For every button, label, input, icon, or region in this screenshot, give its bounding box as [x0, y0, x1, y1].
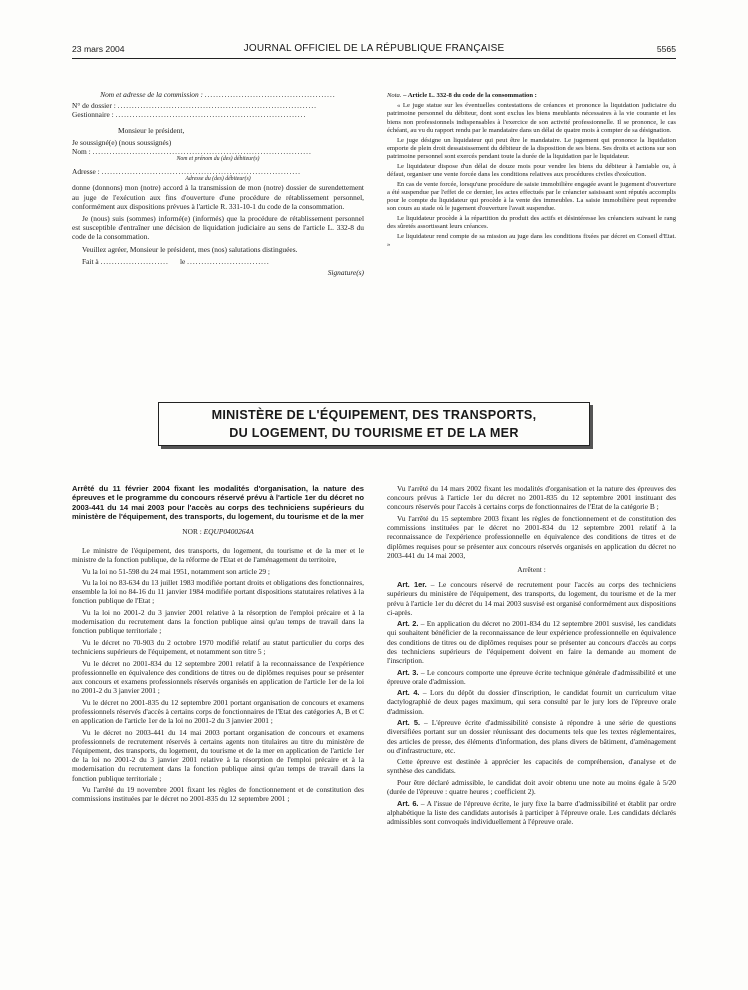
- arrete-left-column: [72, 484, 364, 806]
- nota-label: Nota.: [387, 92, 402, 99]
- article-label: Art. 4.: [397, 688, 420, 698]
- visa-paragraph: Vu l'arrêté du 15 septembre 2003 fixant les règles de fonctionnement et de constitution des commissions instituées par le décret no 2001-834 du 12 septembre 2001 relatif à la reconnaissance de l'expérience professionnelle en équivalence des conditions de titres et de diplômes requises pour se présenter aux concours réservés organisés en application du décret no 2003-441 du 14 mai 2003,: [387, 513, 676, 560]
- article-label: Art. 3.: [397, 667, 419, 677]
- article-2: [387, 619, 676, 665]
- adresse-hint: Adresse du (des) débiteur(s): [185, 176, 251, 183]
- page-number: 5565: [656, 44, 676, 54]
- article-text: – Le concours réservé de recrutement pour l'accès au corps des techniciens supérieurs du ministère de l'équipement, des transports, du logement, du tourisme et de la mer prévu à l'article 1er du décret du 14 mai 2003 susvisé est organisé conformément aux dispositions ci-après.: [387, 580, 676, 617]
- arrete-title: Arrêté du 11 février 2004 fixant les modalités d'organisation, la nature des épreuves et le programme du concours réservé prévu à l'article 1er du décret no 2003-441 du 14 mai 2003 pour l'accès au corps des techniciens supérieurs du ministère de l'équipement, des transports, du logement, du tourisme et de la mer: [72, 484, 364, 522]
- visa-paragraph: Vu le décret no 2001-835 du 12 septembre 2001 portant organisation de concours et examens professionnels réservés d'accès à certains corps de fonctionnaires de l'Etat des catégories A, B et C en application de l'article 1er de la loi no 2001-2 du 3 janvier 2001 ;: [72, 697, 364, 726]
- article-label: Art. 5.: [397, 718, 421, 728]
- dossier-label: N° de dossier :: [72, 101, 116, 111]
- nom-hint: Nom et prénom du (des) débiteur(s): [176, 156, 260, 163]
- nota-paragraph: « Le juge statue sur les éventuelles contestations de créances et prononce la liquidation judiciaire du patrimoine personnel du débiteur, dont sont exclus les biens meublants nécessaires à la vie courante et les biens non professionnels indispensables à l'exercice de son activité professionnelle. Il se prononce, le cas échéant, au vu du rapport rendu par le mandataire dans un délai de quatre mois à compter de sa désignation.: [387, 102, 676, 134]
- adresse-label: Adresse :: [72, 167, 100, 177]
- article-text: – L'épreuve écrite d'admissibilité consiste à répondre à une série de questions diversifiées portant sur un dossier réunissant des documents tels que les textes réglementaires, des articles de presse, des éléments d'information, des plans divers de bâtiment, d'aménagement ou d'infrastructure, etc.: [387, 718, 676, 755]
- visa-paragraph: Vu l'arrêté du 14 mars 2002 fixant les modalités d'organisation et la nature des épreuves des concours prévus à l'article 1er du décret no 2001-835 du 12 septembre 2001 instituant des concours réservés pour l'accès à certains corps de fonctionnaires de l'Etat de la catégorie B ;: [387, 484, 676, 512]
- visa-paragraph: Vu l'arrêté du 19 novembre 2001 fixant les règles de fonctionnement et de constitution des commissions instituées par le décret no 2001-835 du 12 septembre 2001 ;: [72, 785, 364, 804]
- nota-heading: – Article L. 332-8 du code de la consommation :: [401, 92, 537, 99]
- nota-paragraph: Le juge désigne un liquidateur qui peut être le mandataire. Le jugement qui prononce la liquidation emporte de plein droit dessaisissement du débiteur de la disposition de ses biens. Ses droits et actions sur son patrimoine personnel sont exercés pendant toute la durée de la liquidation par le liquidateur.: [387, 136, 676, 160]
- nor-code: EQUP0400264A: [203, 526, 254, 536]
- journal-title: JOURNAL OFFICIEL DE LA RÉPUBLIQUE FRANÇAISE: [243, 43, 505, 54]
- commission-label: Nom et adresse de la commission :: [100, 90, 203, 99]
- article-4: [387, 688, 676, 716]
- article-text: – Lors du dépôt du dossier d'inscription, le candidat fournit un curriculum vitae dactylographié de deux pages maximum, qui sera consulté par le jury lors de l'épreuve orale d'admission.: [387, 688, 676, 716]
- article-3: [387, 668, 676, 686]
- article-1: [387, 580, 676, 617]
- le-label: le: [179, 256, 186, 266]
- ministry-line-2: DU LOGEMENT, DU TOURISME ET DE LA MER: [229, 426, 519, 440]
- nota-paragraph: Le liquidateur dispose d'un délai de douze mois pour vendre les biens du débiteur à l'amiable ou, à défaut, organiser une vente forcée dans les conditions relatives aux procédures civiles d'exécution.: [387, 162, 676, 178]
- visa-paragraph: Vu le décret no 2003-441 du 14 mai 2003 portant organisation de concours et examens professionnels de recrutement réservés à certains agents non titulaires au titre du ministère de l'équipement, des transports, du logement, du tourisme et de la mer en application de l'article 1er de la loi no 2001-2 du 3 janvier 2001 relative à la résorption de l'emploi précaire et à la modernisation du recrutement dans la fonction publique ainsi qu'au temps de travail dans la fonction publique territoriale ;: [72, 727, 364, 783]
- salutation: Monsieur le président,: [118, 125, 185, 135]
- visa-paragraph: Vu le décret no 70-903 du 2 octobre 1970 modifié relatif au statut particulier du corps des techniciens supérieurs de l'équipement, et notamment son titre 5 ;: [72, 637, 364, 657]
- article-label: Art. 6.: [397, 798, 419, 808]
- signature-label: Signature(s): [327, 268, 364, 278]
- nota-paragraph: Le liquidateur rend compte de sa mission au juge dans les conditions fixées par décret en Conseil d'Etat. »: [387, 232, 676, 248]
- ministry-line-1: MINISTÈRE DE L'ÉQUIPEMENT, DES TRANSPORTS,: [211, 408, 537, 422]
- form-paragraph-2: Je (nous) suis (sommes) informé(e) (informés) que la procédure de rétablissement personnel est susceptible d'entraîner une décision de liquidation judiciaire au sens de l'article L. 332-8 du code de la consommation.: [72, 214, 364, 242]
- fait-a-label: Fait à: [82, 256, 99, 266]
- article-label: Art. 2.: [397, 619, 419, 629]
- visa-paragraph: Le ministre de l'équipement, des transports, du logement, du tourisme et de la mer et le ministre de la fonction publique, de la réforme de l'Etat et de l'aménagement du territoire,: [72, 545, 364, 565]
- arrete-right-column: [387, 484, 676, 829]
- article-text: – A l'issue de l'épreuve écrite, le jury fixe la barre d'admissibilité et établit par ordre alphabétique la liste des candidats autorisés à participer à l'épreuve orale. Les candidats déclarés admissibles sont convoqués individuellement à l'épreuve orale.: [387, 798, 676, 827]
- nota-paragraph: Le liquidateur procède à la répartition du produit des actifs et désintéresse les créanciers suivant le rang des sûretés assortissant leurs créances.: [387, 214, 676, 231]
- article-label: Art. 1er.: [397, 580, 427, 590]
- article-5-paragraph: Pour être déclaré admissible, le candidat doit avoir obtenu une note au moins égale à 5/20 (durée de l'épreuve : quatre heures ; coefficient 2).: [387, 777, 676, 797]
- page-header: [72, 44, 676, 59]
- article-text: – Le concours comporte une épreuve écrite technique générale d'admissibilité et une épreuve orale d'admission.: [387, 667, 676, 686]
- form-paragraph-3: Veuillez agréer, Monsieur le président, mes (nos) salutations distinguées.: [82, 244, 298, 254]
- visa-paragraph: Vu le décret no 2001-834 du 12 septembre 2001 relatif à la reconnaissance de l'expérience professionnelle en équivalence des conditions de titres ou de diplômes requises pour se présenter aux concours et examens professionnels réservés organisés en application de l'article 1er de la loi no 2001-2 du 3 janvier 2001 ;: [72, 658, 364, 696]
- nota-block: [387, 92, 676, 251]
- ministry-heading-box: [158, 402, 590, 446]
- arretent-heading: Arrêtent :: [517, 564, 546, 574]
- nor-label: NOR :: [182, 526, 204, 536]
- form-letter: Nom et adresse de la commission : .............................................. N° de dossier : ...................................................................... Gestionnaire : ................................................................... Monsieur le président, Je soussigné(e) (nous soussignés) Nom : ............................................................................. Nom et prénom du (des) débiteur(s) Adresse : ...................................................................... Adresse du (des) débiteur(s) donne (donnons) mon (notre) accord à la transmission de mon (notre) dossier de surendettement au juge de l'exécution aux fins d'ouverture d'une procédure de rétablissement personnel, conformément aux dispositions prévues à l'article R. 331-10-1 du code de la consommation. Je (nous) suis (sommes) informé(e) (informés) que la procédure de rétablissement personnel est susceptible d'entraîner une décision de liquidation judiciaire au sens de l'article L. 332-8 du code de la consommation. Veuillez agréer, Monsieur le président, mes (nos) salutations distinguées. Fait à ........................ le ............................. Signature(s): [72, 90, 364, 278]
- form-paragraph-1: donne (donnons) mon (notre) accord à la transmission de mon (notre) dossier de surendettement au juge de l'exécution aux fins d'ouverture d'une procédure de rétablissement personnel, conformément aux dispositions prévues à l'article R. 331-10-1 du code de la consommation.: [72, 183, 364, 211]
- je-soussigne: Je soussigné(e) (nous soussignés): [72, 137, 172, 147]
- article-6: [387, 799, 676, 827]
- article-text: – En application du décret no 2001-834 du 12 septembre 2001 susvisé, les candidats qui souhaitent bénéficier de la reconnaissance de leur expérience professionnelle en équivalence des conditions de titres ou de diplômes requises pour se présenter au concours d'accès au corps des techniciens supérieurs de l'équipement doivent en faire la demande au moment de l'inscription.: [387, 619, 676, 666]
- article-5-paragraph: Cette épreuve est destinée à apprécier les capacités de compréhension, d'analyse et de synthèse des candidats.: [387, 757, 676, 776]
- gestionnaire-label: Gestionnaire :: [72, 110, 114, 120]
- nota-paragraph: En cas de vente forcée, lorsqu'une procédure de saisie immobilière engagée avant le jugement d'ouverture a été suspendue par l'effet de ce dernier, les actes effectués par le créancier saisissant sont réputés accomplis pour le compte du liquidateur qui procède à la vente des immeubles. La saisie immobilière peut reprendre son cours au stade où le jugement d'ouverture l'avait suspendue.: [387, 180, 677, 213]
- visa-paragraph: Vu la loi no 2001-2 du 3 janvier 2001 relative à la résorption de l'emploi précaire et à la modernisation du recrutement dans la fonction publique ainsi qu'au temps de travail dans la fonction publique territoriale ;: [72, 607, 364, 636]
- header-date: 23 mars 2004: [72, 44, 125, 54]
- article-5: [387, 718, 676, 755]
- visa-paragraph: Vu la loi no 51-598 du 24 mai 1951, notamment son article 29 ;: [82, 566, 270, 576]
- nom-label: Nom :: [72, 147, 91, 157]
- visa-paragraph: Vu la loi no 83-634 du 13 juillet 1983 modifiée portant droits et obligations des fonctionnaires, ensemble la loi no 84-16 du 11 janvier 1984 modifiée portant dispositions statutaires relatives à la fonction publique de l'Etat ;: [72, 578, 364, 606]
